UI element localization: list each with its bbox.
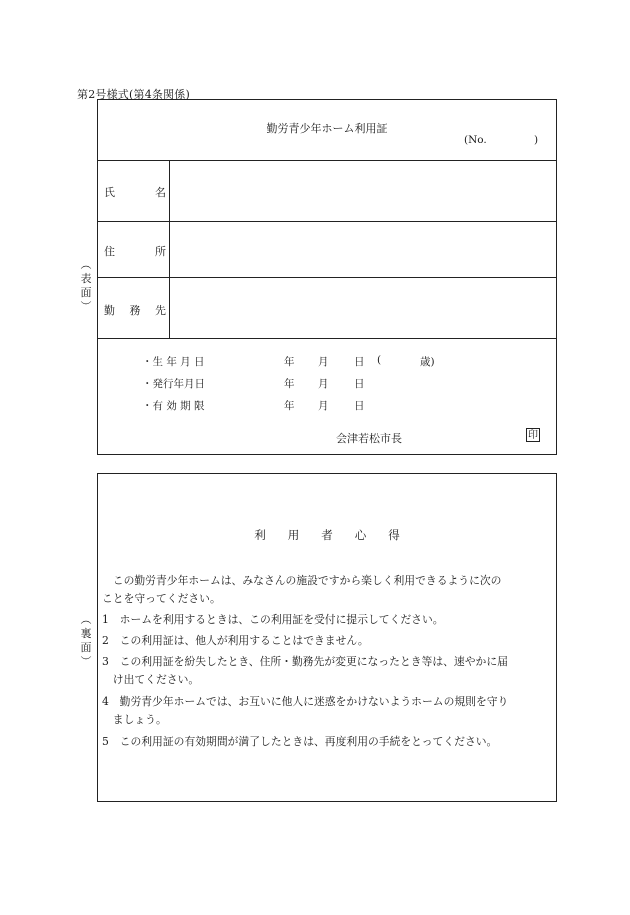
- form-number-label: 第2号様式(第4条関係): [77, 88, 190, 101]
- card-number-close: ): [534, 134, 539, 146]
- age-unit: 歳): [420, 356, 435, 368]
- card-title: 勤労青少年ホーム利用証: [266, 122, 388, 135]
- name-label: 氏 名: [104, 186, 166, 199]
- address-field[interactable]: [170, 223, 552, 276]
- issuer-name: 会津若松市長: [336, 432, 402, 445]
- rule-item: 5 この利用証の有効期間が満了したときは、再度利用の手続をとってください。: [102, 735, 498, 748]
- workplace-field[interactable]: [170, 279, 552, 337]
- divider: [98, 338, 556, 339]
- rule-item: 1 ホームを利用するときは、この利用証を受付に提示してください。: [102, 613, 444, 626]
- front-side-label: [76, 258, 96, 314]
- expiry-month-unit: 月: [318, 400, 329, 412]
- divider: [98, 160, 556, 161]
- rule-item: 3 この利用証を紛失したとき、住所・勤務先が変更になったとき等は、速やかに届: [102, 655, 508, 668]
- birth-date-label: ・生 年 月 日: [142, 356, 205, 368]
- issue-day-unit: 日: [354, 378, 365, 390]
- back-side-char-2: 面: [80, 641, 92, 654]
- address-label: 住 所: [104, 245, 166, 258]
- rules-title: 利 用 者 心 得: [254, 528, 400, 542]
- divider: [98, 277, 556, 278]
- card-number-label: (No.: [464, 134, 487, 146]
- issue-year-unit: 年: [284, 378, 295, 390]
- usage-card-front: [97, 99, 557, 455]
- intro-line-1: この勤労青少年ホームは、みなさんの施設ですから楽しく利用できるように次の: [102, 574, 502, 587]
- expiry-day-unit: 日: [354, 400, 365, 412]
- front-side-char-1: 表: [80, 272, 92, 285]
- divider: [98, 221, 556, 222]
- front-side-char-2: 面: [80, 286, 92, 299]
- rule-item: 2 この利用証は、他人が利用することはできません。: [102, 634, 369, 647]
- rule-item-continued: ましょう。: [102, 713, 167, 726]
- paren-top: ︵: [80, 613, 92, 626]
- intro-line-2: ことを守ってください。: [102, 592, 221, 605]
- back-side-char-1: 裏: [80, 627, 92, 640]
- birth-day-unit: 日: [354, 356, 365, 368]
- issue-month-unit: 月: [318, 378, 329, 390]
- rule-item-continued: け出てください。: [102, 673, 200, 686]
- paren-bottom: ︶: [80, 300, 92, 313]
- paren-bottom: ︶: [80, 655, 92, 668]
- rule-item: 4 勤労青少年ホームでは、お互いに他人に迷惑をかけないようホームの規則を守り: [102, 695, 509, 708]
- age-open: (: [377, 354, 382, 366]
- workplace-label: 勤 務 先: [104, 304, 166, 317]
- birth-year-unit: 年: [284, 356, 295, 368]
- paren-top: ︵: [80, 258, 92, 271]
- back-side-label: [76, 613, 96, 669]
- issue-date-label: ・発行年月日: [142, 378, 205, 390]
- expiry-year-unit: 年: [284, 400, 295, 412]
- usage-card-back: [97, 473, 557, 802]
- name-field[interactable]: [170, 162, 552, 220]
- seal-box: 印: [528, 430, 538, 441]
- expiry-date-label: ・有 効 期 限: [142, 400, 205, 412]
- birth-month-unit: 月: [318, 356, 329, 368]
